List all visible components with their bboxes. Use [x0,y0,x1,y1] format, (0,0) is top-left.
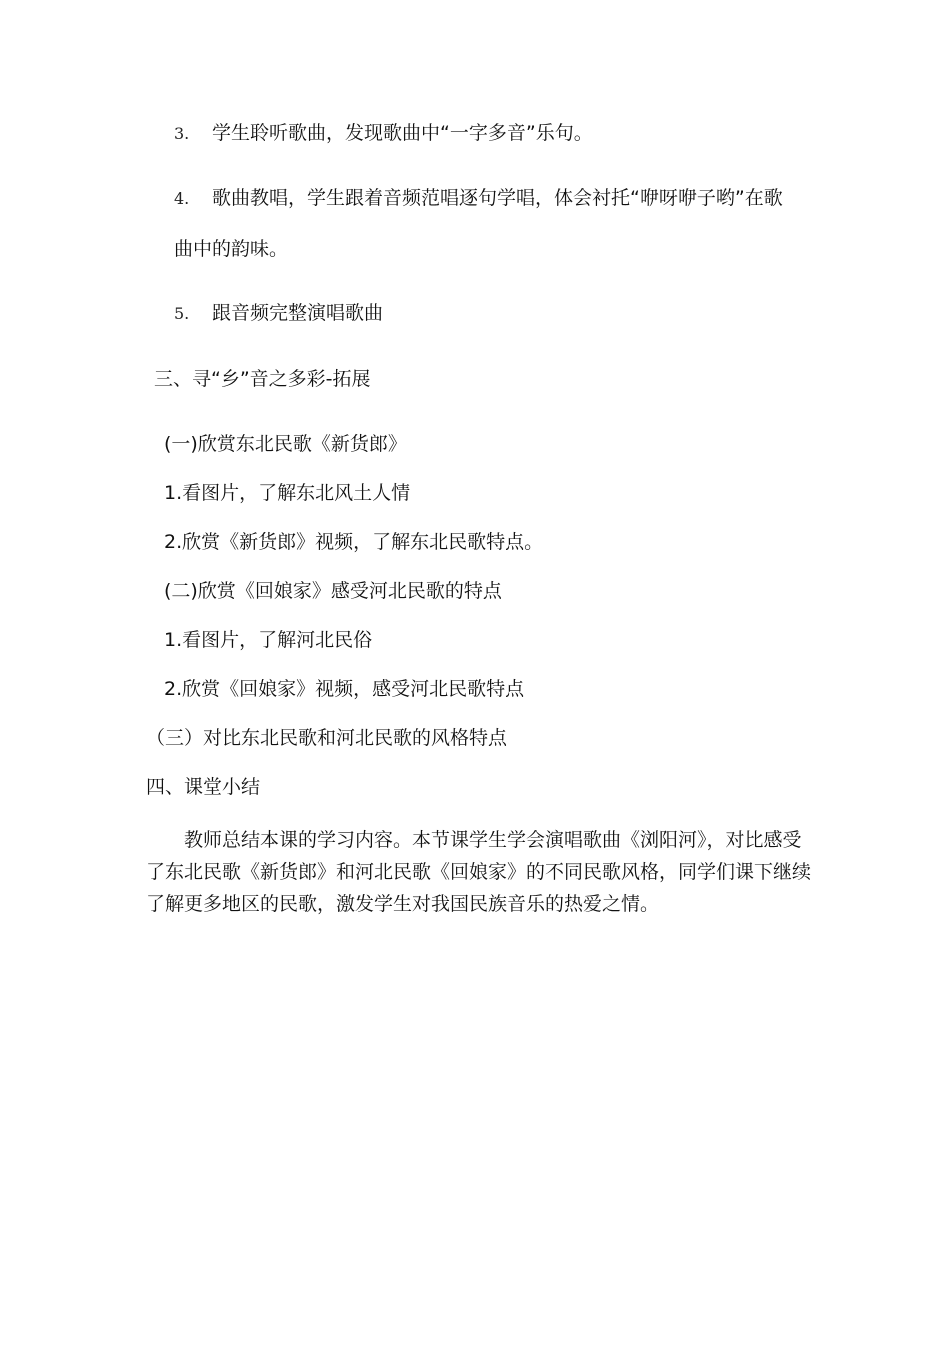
step-4-continuation: 曲中的韵味。 [174,238,289,260]
part-one-title: (一)欣赏东北民歌《新货郎》 [164,433,407,455]
step-4-text: 歌曲教唱，学生跟着音频范唱逐句学唱，体会衬托“咿呀咿子哟”在歌 [212,187,783,209]
part-three-title: （三）对比东北民歌和河北民歌的风格特点 [146,727,508,749]
step-3 [174,121,593,145]
summary-line-3: 了解更多地区的民歌，激发学生对我国民族音乐的热爱之情。 [146,893,660,915]
section-four-heading: 四、课堂小结 [146,776,261,798]
step-3-number: 3. [174,124,190,143]
step-4-number: 4. [174,189,190,208]
step-5-number: 5. [174,304,190,323]
summary-line-1: 教师总结本课的学习内容。本节课学生学会演唱歌曲《浏阳河》，对比感受 [184,829,802,851]
part-two-item-2: 2.欣赏《回娘家》视频，感受河北民歌特点 [164,678,525,700]
section-three-heading: 三、寻“乡”音之多彩-拓展 [154,368,371,390]
part-one-item-2: 2.欣赏《新货郎》视频，了解东北民歌特点。 [164,531,544,553]
step-5-text: 跟音频完整演唱歌曲 [212,302,384,324]
step-3-text: 学生聆听歌曲，发现歌曲中“一字多音”乐句。 [212,122,593,144]
part-two-title: (二)欣赏《回娘家》感受河北民歌的特点 [164,580,502,602]
step-4 [174,186,783,210]
summary-line-2: 了东北民歌《新货郎》和河北民歌《回娘家》的不同民歌风格，同学们课下继续 [146,861,812,883]
step-5 [174,301,383,325]
part-one-item-1: 1.看图片，了解东北风土人情 [164,482,411,504]
part-two-item-1: 1.看图片，了解河北民俗 [164,629,373,651]
summary-paragraph [146,824,826,920]
